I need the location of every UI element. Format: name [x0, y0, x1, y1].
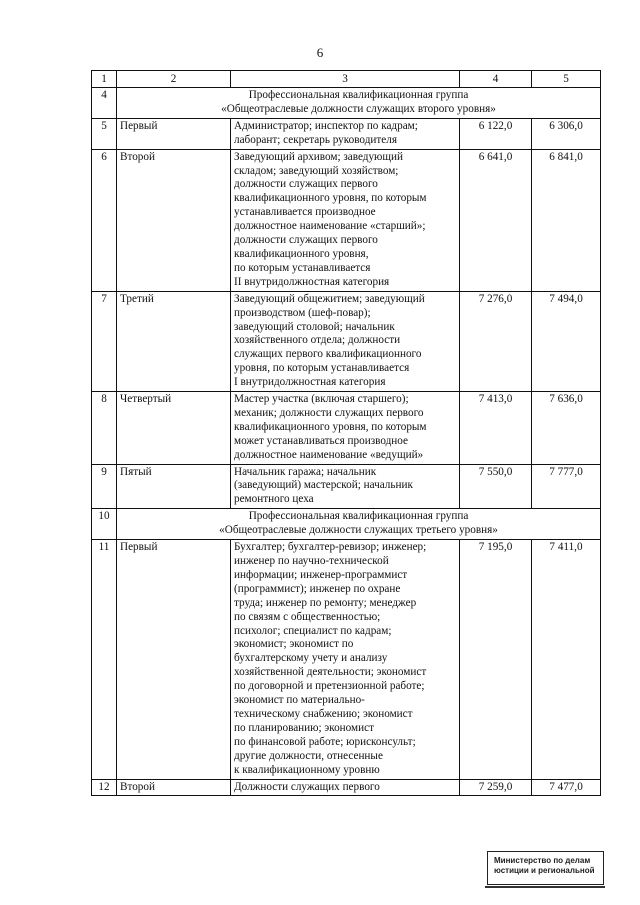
- positions-list: Начальник гаража; начальник (заведующий) мастерской; начальник ремонтного цеха: [231, 464, 460, 509]
- qualification-level: Второй: [117, 779, 231, 796]
- salary-value-col4: 7 550,0: [460, 464, 532, 509]
- table-row: [92, 392, 601, 465]
- header-col-4: 4: [460, 71, 532, 88]
- row-number: 5: [92, 118, 117, 149]
- salary-value-col4: 7 259,0: [460, 779, 532, 796]
- row-number: 7: [92, 291, 117, 391]
- row-number: 9: [92, 464, 117, 509]
- header-col-1: 1: [92, 71, 117, 88]
- table-row-group: [92, 88, 601, 119]
- salary-value-col5: 7 494,0: [532, 291, 601, 391]
- group-title: Профессиональная квалификационная группа «Общеотраслевые должности служащих третьего уровня»: [117, 509, 601, 540]
- positions-list: Заведующий архивом; заведующий складом; заведующий хозяйством; должности служащих первого квалификационного уровня, по которым устанавливается производное должностное наименование «старший»; должности служащих первого квалификационного уровня, по которым устанавливается II внутридолжностная категория: [231, 149, 460, 291]
- salary-value-col4: 7 276,0: [460, 291, 532, 391]
- qualification-level: Четвертый: [117, 392, 231, 465]
- salary-value-col4: 6 122,0: [460, 118, 532, 149]
- table-row: [92, 291, 601, 391]
- page-number: 6: [316, 45, 324, 60]
- group-title: Профессиональная квалификационная группа «Общеотраслевые должности служащих второго уровня»: [117, 88, 601, 119]
- salary-value-col5: 7 477,0: [532, 779, 601, 796]
- qualification-level: Первый: [117, 540, 231, 779]
- row-number: 4: [92, 88, 117, 119]
- header-col-3: 3: [231, 71, 460, 88]
- table-row-group: [92, 509, 601, 540]
- salary-value-col5: 7 636,0: [532, 392, 601, 465]
- row-number: 12: [92, 779, 117, 796]
- qualification-level: Третий: [117, 291, 231, 391]
- positions-list: Администратор; инспектор по кадрам; лаборант; секретарь руководителя: [231, 118, 460, 149]
- table-header-row: [92, 71, 601, 88]
- salary-value-col5: 6 841,0: [532, 149, 601, 291]
- table-row: [92, 118, 601, 149]
- header-col-2: 2: [117, 71, 231, 88]
- table-row: [92, 540, 601, 779]
- salary-value-col5: 7 777,0: [532, 464, 601, 509]
- table-row: [92, 779, 601, 796]
- row-number: 6: [92, 149, 117, 291]
- table-row: [92, 149, 601, 291]
- salary-value-col5: 7 411,0: [532, 540, 601, 779]
- salary-value-col4: 7 413,0: [460, 392, 532, 465]
- qualification-level: Первый: [117, 118, 231, 149]
- row-number: 8: [92, 392, 117, 465]
- ministry-stamp: Министерство по делам юстиции и региональной: [487, 851, 604, 885]
- salary-value-col4: 7 195,0: [460, 540, 532, 779]
- qualification-level: Второй: [117, 149, 231, 291]
- row-number: 11: [92, 540, 117, 779]
- table-row: [92, 464, 601, 509]
- header-col-5: 5: [532, 71, 601, 88]
- positions-list: Мастер участка (включая старшего); механик; должности служащих первого квалификационного уровня, по которым может устанавливаться производное должностное наименование «ведущий»: [231, 392, 460, 465]
- positions-list: Заведующий общежитием; заведующий производством (шеф-повар); заведующий столовой; начальник хозяйственного отдела; должности служащих первого квалификационного уровня, по которым устанавливается I внутридолжностная категория: [231, 291, 460, 391]
- qualification-level: Пятый: [117, 464, 231, 509]
- row-number: 10: [92, 509, 117, 540]
- salary-value-col5: 6 306,0: [532, 118, 601, 149]
- positions-list: Бухгалтер; бухгалтер-ревизор; инженер; инженер по научно-технической информации; инженер-программист (программист); инженер по охране труда; инженер по ремонту; менеджер по связям с общественностью; психолог; специалист по кадрам; экономист; экономист по бухгалтерскому учету и анализу хозяйственной деятельности; экономист по договорной и претензионной работе; экономист по материально- техническому снабжению; экономист по планированию; экономист по финансовой работе; юрисконсульт; другие должности, отнесенные к квалификационному уровню: [231, 540, 460, 779]
- positions-list: Должности служащих первого: [231, 779, 460, 796]
- salary-value-col4: 6 641,0: [460, 149, 532, 291]
- salary-table: [91, 70, 601, 796]
